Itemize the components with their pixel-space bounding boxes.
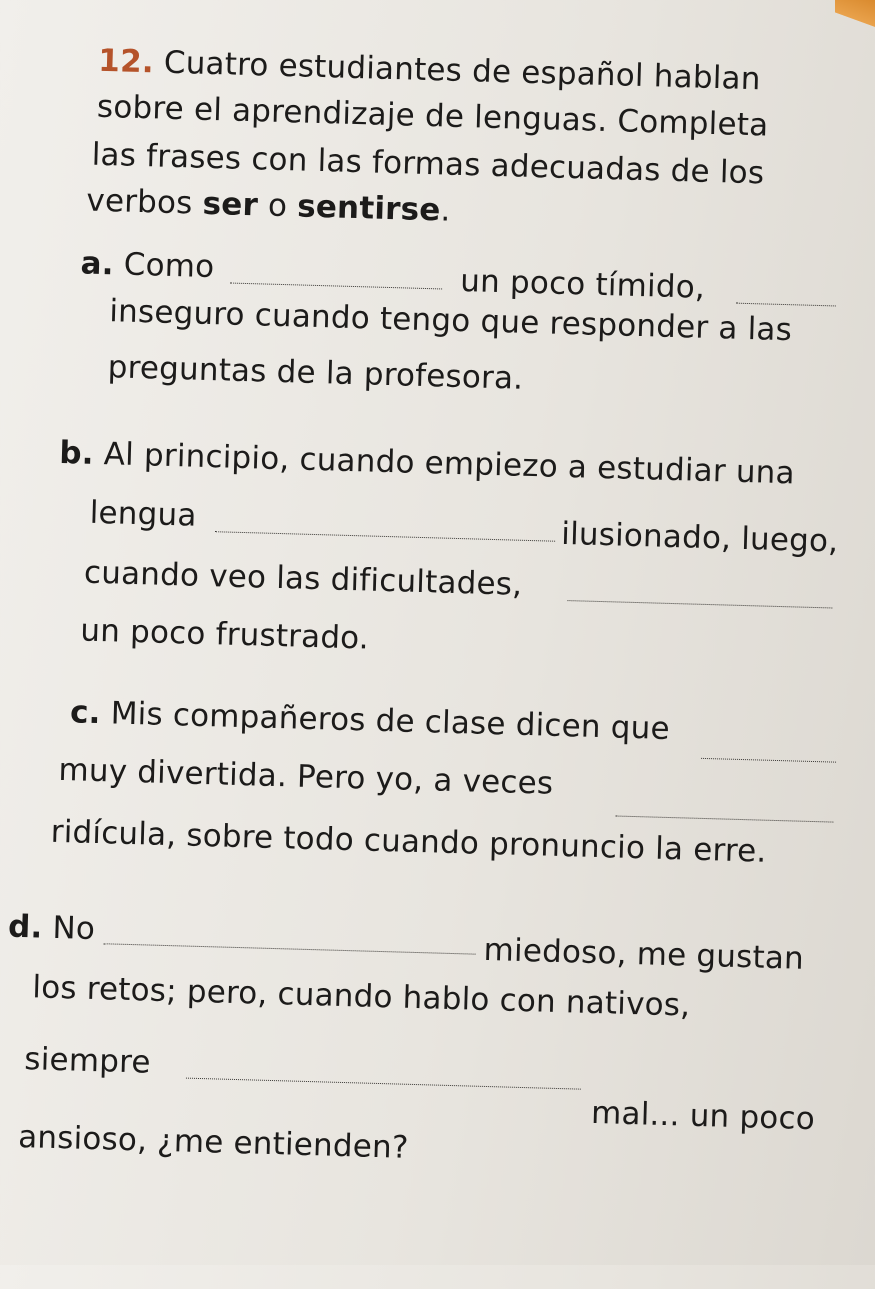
item-c-letter: c. <box>69 694 102 732</box>
item-d-letter: d. <box>7 908 43 946</box>
item-c-line-3: ridícula, sobre todo cuando pronuncio la erre. <box>50 813 767 870</box>
item-a-blank-2[interactable] <box>736 303 836 307</box>
instructions-text-1: Cuatro estudiantes de español hablan <box>163 44 762 98</box>
item-a-text-1a: Como <box>123 246 215 286</box>
verb-sentirse: sentirse <box>296 188 442 229</box>
item-d-blank-2[interactable] <box>186 1078 581 1090</box>
item-b-text-2a: lengua <box>89 494 198 534</box>
item-b-letter: b. <box>58 434 95 472</box>
item-a-blank-1[interactable] <box>230 283 442 290</box>
verb-ser: ser <box>202 185 259 224</box>
item-c-blank-1[interactable] <box>701 758 836 763</box>
item-c-line-1 <box>70 694 671 747</box>
item-d-text-1a: No <box>52 909 96 948</box>
item-b-line-3: cuando veo las dificultades, <box>83 554 523 603</box>
item-d-line-1 <box>8 909 96 947</box>
item-c-text-1: Mis compañeros de clase dicen que <box>110 695 671 747</box>
item-a-line-1 <box>80 245 215 285</box>
item-a-line-3: preguntas de la profesora. <box>107 349 524 397</box>
item-b-text-2b: ilusionado, luego, <box>560 515 839 560</box>
item-a-line-2: inseguro cuando tengo que responder a las <box>108 293 793 349</box>
item-d-line-4: ansioso, ¿me entienden? <box>17 1118 410 1166</box>
item-b-text-1: Al principio, cuando empiezo a estudiar una <box>103 436 796 492</box>
instructions-text-4c: o <box>257 187 298 225</box>
instructions-line-1 <box>98 43 761 97</box>
item-d-text-3a: siempre <box>23 1041 152 1081</box>
exercise-number: 12. <box>97 42 155 81</box>
item-d-text-1b: miedoso, me gustan <box>483 931 805 977</box>
item-c-blank-2[interactable] <box>615 816 833 823</box>
item-b-line-4: un poco frustrado. <box>79 612 370 657</box>
instructions-text-4e: . <box>440 192 452 229</box>
item-d-blank-1[interactable] <box>104 943 476 954</box>
item-b-blank-1[interactable] <box>215 531 555 541</box>
instructions-line-3: las frases con las formas adecuadas de los <box>91 136 765 192</box>
item-d-line-2: los retos; pero, cuando hablo con nativos, <box>31 969 691 1024</box>
item-b-blank-2[interactable] <box>567 600 832 608</box>
item-a-letter: a. <box>80 245 115 283</box>
item-d-text-3b: mal... un poco <box>590 1094 816 1138</box>
instructions-line-2: sobre el aprendizaje de lenguas. Completa <box>96 88 769 144</box>
item-c-line-2: muy divertida. Pero yo, a veces <box>58 751 554 802</box>
item-a-text-1b: un poco tímido, <box>459 262 706 306</box>
instructions-text-4a: verbos <box>85 182 204 222</box>
item-b-line-1 <box>59 435 795 492</box>
instructions-line-4 <box>86 182 451 228</box>
